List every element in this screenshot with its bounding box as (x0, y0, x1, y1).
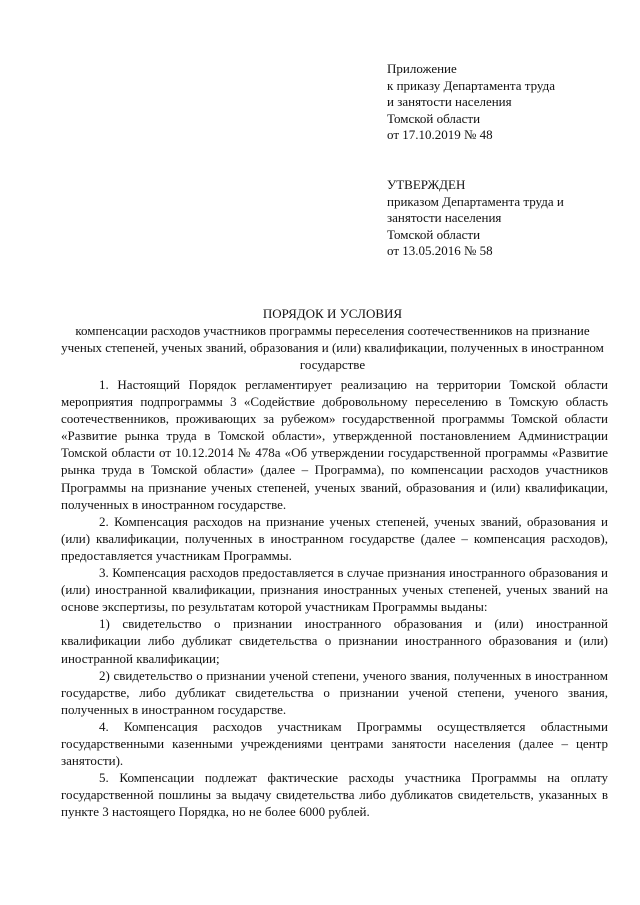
paragraph-5: 5. Компенсации подлежат фактические расходы участника Программы на оплату государственной пошлины за выдачу свидетельства либо дубликатов свидетельств, указанных в пункте 3 настоящего Порядка, но не более 6000 рублей. (61, 770, 608, 820)
paragraph-3-item-2: 2) свидетельство о признании ученой степени, ученого звания, полученных в иностранном государстве, либо дубликат свидетельства о признании ученой степени, ученого звания, полученных в иностранном государстве. (61, 667, 608, 717)
approved-line: приказом Департамента труда и (387, 193, 564, 209)
paragraph-2: 2. Компенсация расходов на признание ученых степеней, ученых званий, образования и (или) квалификации, полученных в иностранном государстве (далее – компенсация расходов), предоставляется участникам Программы. (61, 513, 608, 563)
appendix-block (387, 61, 555, 144)
appendix-line: и занятости населения (387, 94, 512, 110)
approved-line: Томской области (387, 226, 481, 242)
approved-heading: УТВЕРЖДЕН (387, 177, 466, 192)
approved-line: занятости населения (387, 210, 502, 226)
document-body (61, 376, 608, 820)
appendix-line: Томской области (387, 110, 481, 126)
appendix-line: к приказу Департамента труда (387, 77, 555, 93)
approved-line: от 13.05.2016 № 58 (387, 243, 493, 259)
approved-block (387, 177, 564, 260)
document-title: ПОРЯДОК И УСЛОВИЯ (262, 306, 403, 321)
appendix-line: Приложение (387, 61, 457, 76)
document-title-block (60, 305, 605, 373)
document-subtitle: компенсации расходов участников программы переселения соотечественников на признание ученых степеней, ученых званий, образования и (или) квалификации, полученных в иностранном государстве (61, 323, 604, 372)
paragraph-3-item-1: 1) свидетельство о признании иностранного образования и (или) иностранной квалификации либо дубликат свидетельства о признании иностранного образования и (или) иностранной квалификации; (61, 616, 608, 666)
appendix-line: от 17.10.2019 № 48 (387, 127, 493, 143)
paragraph-3: 3. Компенсация расходов предоставляется в случае признания иностранного образования и (или) иностранной квалификации, признания иностранных ученых степеней, ученых званий на основе экспертизы, по результатам которой участникам Программы выданы: (61, 565, 608, 615)
paragraph-1: 1. Настоящий Порядок регламентирует реализацию на территории Томской области мероприятия подпрограммы 3 «Содействие добровольному переселению в Томскую область соотечественников, проживающих за рубежом» государственной программы Томской области «Развитие рынка труда в Томской области», утвержденной постановлением Администрации Томской области от 10.12.2014 № 478а «Об утверждении государственной программы «Развитие рынка труда в Томской области» (далее – Программа), по компенсации расходов участников Программы на признание ученых степеней, ученых званий, образования и (или) квалификации, полученных в иностранном государстве. (61, 377, 608, 512)
paragraph-4: 4. Компенсация расходов участникам Программы осуществляется областными государственными казенными учреждениями центрами занятости населения (далее – центр занятости). (61, 718, 608, 769)
